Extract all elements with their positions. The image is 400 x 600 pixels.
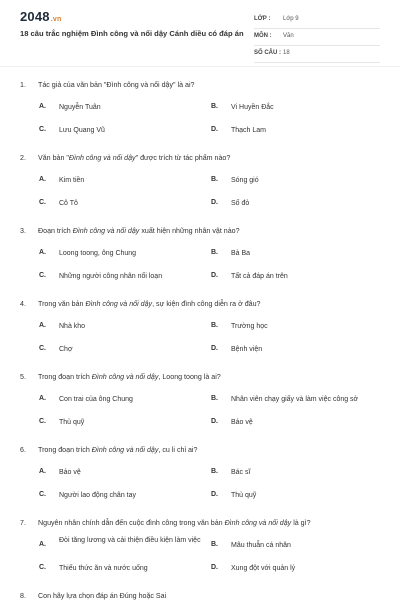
option-letter: B. (211, 103, 218, 110)
question-heading (20, 227, 240, 235)
question-heading (20, 519, 311, 527)
option-letter: D. (211, 491, 218, 498)
option-letter: A. (39, 322, 46, 329)
info-row-subject (254, 29, 380, 46)
question-number: 6. (20, 446, 26, 454)
option-text: Kim tiền (59, 177, 85, 184)
question-text: Trong đoạn trích Đình công và nổi dậy, Loong toong là ai? (38, 373, 221, 381)
option-text: Số đỏ (231, 200, 250, 207)
option-letter: C. (39, 564, 46, 571)
question-heading (20, 373, 221, 381)
question-number: 1. (20, 81, 26, 89)
option-letter: B. (211, 249, 218, 256)
option-text: Loong toong, ông Chung (59, 250, 137, 257)
option-letter: C. (39, 491, 46, 498)
option-letter: D. (211, 564, 218, 571)
option-letter: C. (39, 345, 46, 352)
option-text: Chợ (59, 346, 73, 353)
option-text: Cô Tô (59, 200, 78, 207)
option-letter: C. (39, 199, 46, 206)
question-item (0, 512, 400, 585)
option-text: Nhà kho (59, 323, 86, 330)
option-letter: D. (211, 199, 218, 206)
question-number: 5. (20, 373, 26, 381)
question-text: Văn bản "Đình công và nổi dậy" được trích từ tác phẩm nào? (38, 154, 231, 162)
option-text: Bảo vệ (231, 419, 253, 426)
option-text: Người lao động chân tay (59, 492, 136, 499)
option-letter: D. (211, 418, 218, 425)
question-text: Tác giả của văn bản "Đình công và nổi dậy" là ai? (38, 81, 195, 89)
question-number: 2. (20, 154, 26, 162)
info-value: 18 (283, 50, 290, 56)
info-row-question-count (254, 46, 380, 63)
question-text: Đoạn trích Đình công và nổi dậy xuất hiện những nhân vật nào? (38, 227, 240, 235)
option-text: Đòi tăng lương và cải thiện điều kiện làm việc (59, 537, 201, 544)
question-heading (20, 81, 194, 89)
question-heading (20, 446, 197, 454)
logo-main: 2048 (20, 9, 50, 24)
question-list (0, 74, 400, 600)
question-heading (20, 154, 230, 162)
question-item (0, 147, 400, 220)
option-text: Nguyễn Tuân (59, 104, 101, 111)
option-text: Thạch Lam (231, 127, 267, 134)
option-letter: A. (39, 103, 46, 110)
option-text: Tất cả đáp án trên (231, 273, 288, 280)
header-divider (0, 66, 400, 67)
option-letter: B. (211, 468, 218, 475)
option-text: Bác sĩ (231, 469, 251, 476)
question-heading (20, 592, 166, 600)
option-text: Con trai của ông Chung (59, 396, 133, 403)
option-letter: A. (39, 468, 46, 475)
option-letter: B. (211, 322, 218, 329)
question-number: 4. (20, 300, 26, 308)
option-text: Mâu thuẫn cá nhân (231, 542, 291, 549)
question-number: 7. (20, 519, 26, 527)
option-letter: C. (39, 126, 46, 133)
question-item (0, 74, 400, 147)
option-text: Những người công nhân nổi loạn (59, 273, 163, 280)
option-letter: A. (39, 541, 46, 548)
site-logo[interactable] (20, 9, 61, 24)
option-letter: D. (211, 126, 218, 133)
option-letter: A. (39, 249, 46, 256)
option-text: Sóng gió (231, 177, 259, 184)
option-letter: B. (211, 541, 218, 548)
info-row-grade (254, 12, 380, 29)
info-value: Văn (283, 33, 294, 39)
info-table (254, 12, 380, 63)
question-item (0, 220, 400, 293)
option-text: Bệnh viện (231, 346, 263, 353)
option-letter: A. (39, 395, 46, 402)
option-letter: C. (39, 272, 46, 279)
question-number: 3. (20, 227, 26, 235)
option-letter: C. (39, 418, 46, 425)
info-label: LỚP : (254, 16, 271, 22)
option-text: Bà Ba (231, 250, 251, 257)
option-text: Trường học (231, 323, 268, 330)
question-text: Con hãy lựa chọn đáp án Đúng hoặc Sai (38, 592, 167, 600)
header (0, 0, 400, 66)
question-heading (20, 300, 261, 308)
question-number: 8. (20, 592, 26, 600)
question-text: Trong văn bản Đình công và nổi dậy, sự kiện đình công diễn ra ở đâu? (38, 300, 261, 308)
option-letter: D. (211, 272, 218, 279)
question-item (0, 439, 400, 512)
question-text: Nguyên nhân chính dẫn đến cuộc đình công trong văn bản Đình công và nổi dậy là gì? (38, 519, 311, 527)
question-item (0, 585, 400, 600)
option-letter: B. (211, 395, 218, 402)
option-letter: A. (39, 176, 46, 183)
option-text: Bảo vệ (59, 469, 81, 476)
option-text: Thủ quỹ (59, 419, 85, 426)
option-text: Nhân viên chạy giấy và làm việc công sở (231, 396, 359, 403)
option-text: Lưu Quang Vũ (59, 127, 105, 134)
option-letter: B. (211, 176, 218, 183)
logo-suffix: .vn (50, 16, 62, 23)
info-value: Lớp 9 (283, 16, 299, 22)
option-text: Xung đột với quản lý (231, 565, 296, 572)
question-item (0, 366, 400, 439)
question-item (0, 293, 400, 366)
option-text: Thủ quỹ (231, 492, 257, 499)
option-text: Vi Huyền Đắc (231, 104, 274, 111)
question-text: Trong đoạn trích Đình công và nổi dậy, cu li chỉ ai? (38, 446, 198, 454)
document-title: 18 câu trắc nghiệm Đình công và nổi dậy Cánh diều có đáp án (20, 29, 244, 38)
option-text: Thiếu thức ăn và nước uống (59, 565, 148, 572)
option-letter: D. (211, 345, 218, 352)
info-label: SỐ CÂU : (254, 50, 281, 56)
info-label: MÔN : (254, 33, 272, 39)
